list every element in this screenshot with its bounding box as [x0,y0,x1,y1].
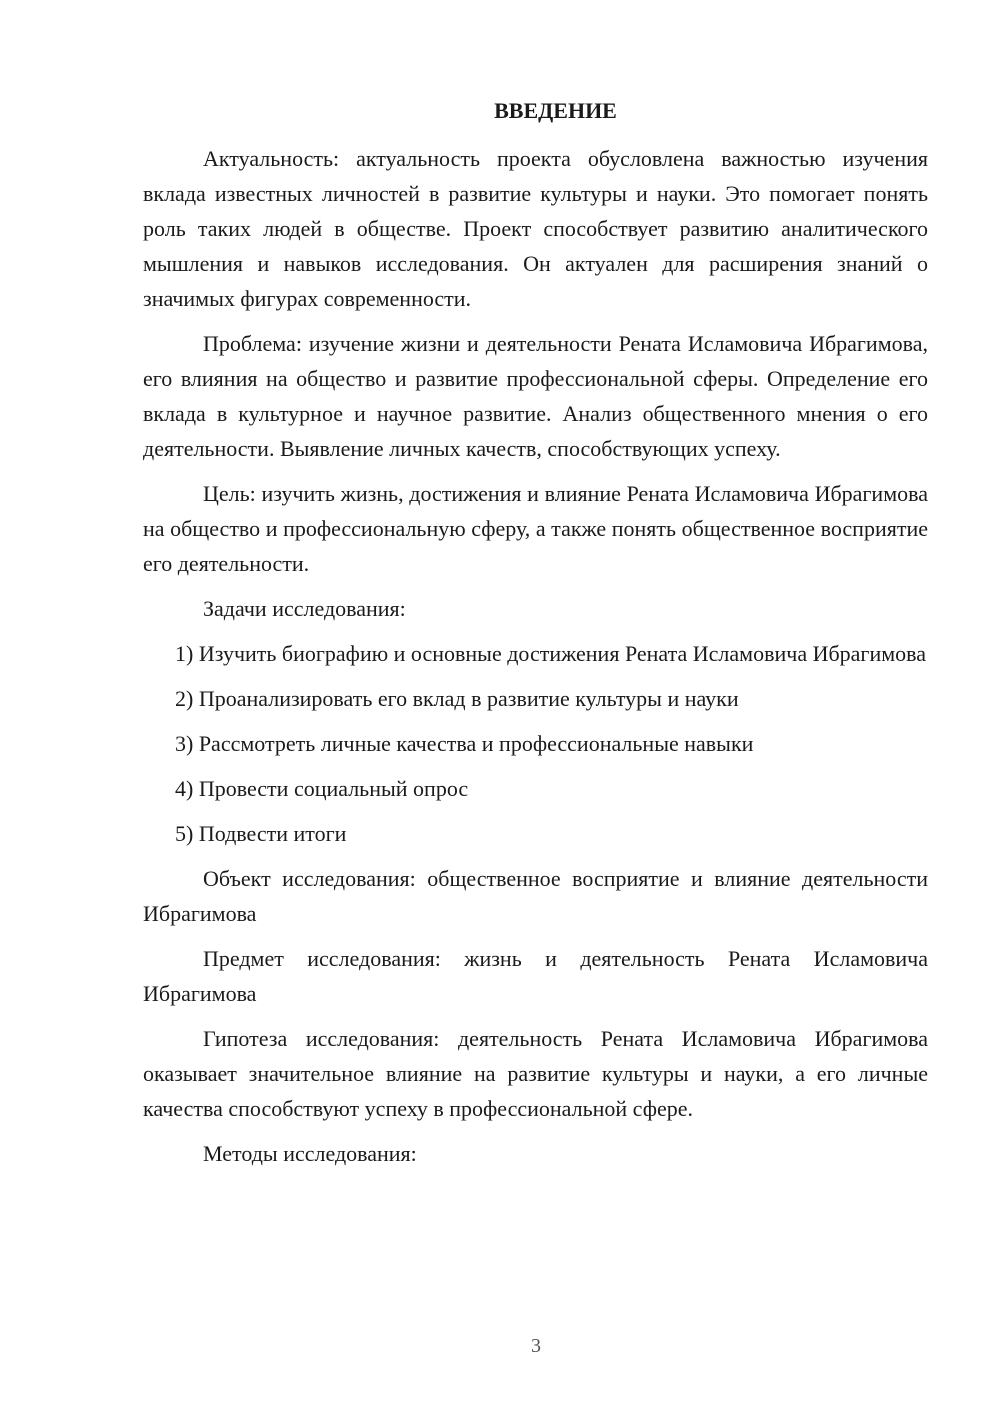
task-item: 4) Провести социальный опрос [175,776,469,801]
paragraph-problem: Проблема: изучение жизни и деятельности Рената Исламовича Ибрагимова, его влияния на общество и развитие профессиональной сферы. Определение его вклада в культурное и научное развитие. Анализ общественного мнения о его деятельности. Выявление личных качеств, способствующих успеху. [143,331,928,461]
paragraph-methods-heading: Методы исследования: [203,1141,417,1166]
paragraph-object: Объект исследования: общественное восприятие и влияние деятельности Ибрагимова [143,866,928,926]
paragraph-goal: Цель: изучить жизнь, достижения и влияние Рената Исламовича Ибрагимова на общество и профессиональную сферу, а также понять общественное восприятие его деятельности. [143,481,928,576]
paragraph-relevance: Актуальность: актуальность проекта обусловлена важностью изучения вклада известных личностей в развитие культуры и науки. Это помогает понять роль таких людей в обществе. Проект способствует развитию аналитического мышления и навыков исследования. Он актуален для расширения знаний о значимых фигурах современности. [143,146,928,311]
page-title: ВВЕДЕНИЕ [494,98,617,123]
paragraph-subject: Предмет исследования: жизнь и деятельность Рената Исламовича Ибрагимова [143,946,928,1006]
task-item: 5) Подвести итоги [175,821,347,846]
task-item: 3) Рассмотреть личные качества и профессиональные навыки [175,731,754,756]
paragraph-tasks-heading: Задачи исследования: [203,596,406,621]
task-item: 2) Проанализировать его вклад в развитие культуры и науки [175,686,739,711]
page-number: 3 [531,1335,541,1357]
document-page [143,96,928,1181]
task-item: 1) Изучить биографию и основные достижения Рената Исламовича Ибрагимова [175,641,927,666]
paragraph-hypothesis: Гипотеза исследования: деятельность Рената Исламовича Ибрагимова оказывает значительное влияние на развитие культуры и науки, а его личные качества способствуют успеху в профессиональной сфере. [143,1026,928,1121]
